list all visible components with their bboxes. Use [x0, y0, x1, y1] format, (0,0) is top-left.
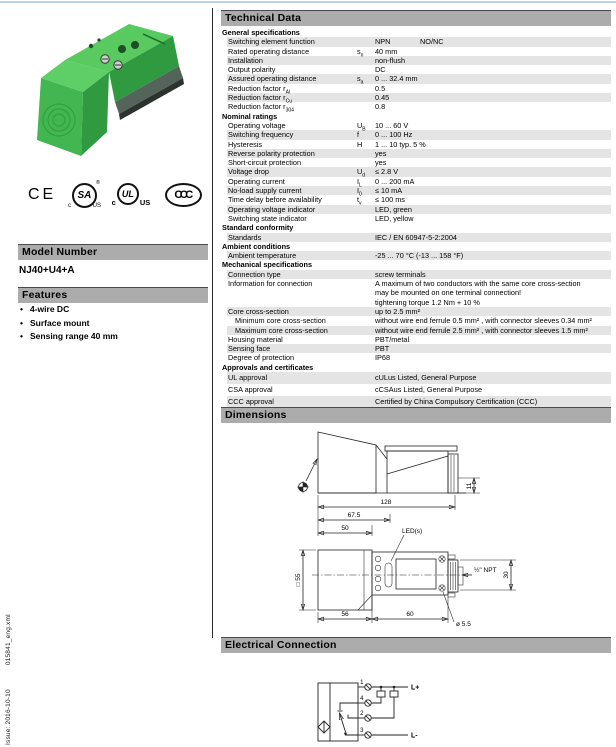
- spec-value: 40 mm: [375, 46, 398, 56]
- spec-label: Ambient temperature: [228, 251, 297, 261]
- spec-value: cCSAus Listed, General Purpose: [375, 385, 483, 395]
- sensor-symbol-box: [318, 683, 358, 741]
- csa-mark-icon: [67, 180, 101, 209]
- svg-text:11: 11: [466, 482, 473, 490]
- spec-row: [227, 205, 611, 214]
- spec-value: without wire end ferrule 0.5 mm² , with connector sleeves 0.34 mm²: [375, 316, 592, 326]
- spec-value: PBT/metal: [375, 334, 410, 344]
- spec-label: Standards: [228, 232, 262, 242]
- ul-letters: UL: [117, 183, 139, 205]
- spec-symbol: $U_B$: [357, 120, 366, 133]
- spec-row: [227, 83, 611, 96]
- technical-data-header: Technical Data: [221, 10, 611, 26]
- spec-row: [227, 167, 611, 179]
- svg-text:128: 128: [380, 499, 392, 506]
- spec-label: Voltage drop: [228, 167, 269, 177]
- spec-label: Reduction factor $r_{Cu}$: [228, 93, 292, 105]
- spec-symbol: [357, 335, 375, 344]
- spec-section-title: Nominal ratings: [222, 111, 278, 121]
- spec-symbol: [357, 251, 375, 260]
- svg-text:LED(s): LED(s): [402, 528, 423, 535]
- spec-row: [227, 372, 611, 384]
- spec-row: [227, 56, 611, 65]
- spec-row: [227, 353, 611, 362]
- spec-symbol: [357, 56, 375, 65]
- spec-section-title: Approvals and certificates: [222, 362, 314, 372]
- top-view: [295, 550, 516, 628]
- spec-label: UL approval: [228, 372, 268, 382]
- svg-text:½" NPT: ½" NPT: [474, 567, 497, 574]
- spec-row: [227, 335, 611, 344]
- spec-symbol: $I_0$: [357, 186, 362, 198]
- spec-symbol: [357, 65, 375, 74]
- spec-value: 0 ... 200 mA: [375, 176, 415, 186]
- spec-row: [227, 195, 611, 207]
- spec-symbol: [357, 93, 375, 102]
- spec-label: Operating voltage: [228, 120, 286, 130]
- model-number: NJ40+U4+A: [19, 265, 75, 276]
- spec-value: -25 ... 70 °C (-13 ... 158 °F): [375, 251, 464, 261]
- spec-label: Short-circuit protection: [228, 158, 301, 168]
- spec-label: Installation: [228, 55, 263, 65]
- ul-c: c: [111, 198, 116, 207]
- spec-symbol: [357, 37, 375, 46]
- svg-text:L+: L+: [411, 684, 420, 692]
- spec-label: Switching frequency: [228, 130, 294, 140]
- spec-label: Connection type: [228, 269, 281, 279]
- ul-us: US: [139, 198, 151, 207]
- spec-label: Reduction factor $r_{304}$: [228, 102, 294, 114]
- wiring: [371, 685, 419, 740]
- spec-row: [227, 344, 611, 353]
- switch-symbol: [338, 703, 359, 735]
- spec-symbol: $t_v$: [357, 195, 362, 207]
- spec-value: LED, yellow: [375, 213, 414, 223]
- spec-section-title: Ambient conditions: [222, 241, 291, 251]
- spec-symbol: H: [357, 139, 363, 149]
- spec-symbol: [357, 233, 375, 242]
- spec-symbol: $s_n$: [357, 46, 364, 59]
- feature-item: • Sensing range 40 mm: [20, 331, 118, 341]
- spec-symbol: [357, 158, 375, 167]
- svg-text:67.5: 67.5: [347, 512, 361, 519]
- spec-label: Switching state indicator: [228, 213, 307, 223]
- spec-value: 1 ... 10 typ. 5 %: [375, 139, 426, 149]
- spec-value: 0.5: [375, 83, 386, 93]
- spec-value: cULus Listed, General Purpose: [375, 372, 477, 382]
- svg-text:60: 60: [406, 611, 414, 618]
- spec-row: [227, 130, 611, 139]
- spec-value: A maximum of two conductors with the same core cross-section may be mounted on one terminal connection! tightening torque 1.2 Nm + 10 %: [375, 279, 581, 307]
- spec-row: [227, 214, 611, 223]
- spec-row: [227, 176, 611, 189]
- spec-value: 0.8: [375, 102, 386, 112]
- spec-value: yes: [375, 148, 387, 158]
- spec-value: yes: [375, 158, 387, 168]
- spec-symbol: [357, 279, 375, 307]
- spec-label: Sensing face: [228, 344, 271, 354]
- spec-symbol: $I_L$: [357, 176, 362, 189]
- column-divider: [212, 8, 213, 638]
- spec-label: Reduction factor $r_{Al}$: [228, 83, 291, 96]
- spec-symbol: [357, 270, 375, 279]
- spec-value: non-flush: [375, 55, 406, 65]
- spec-label: Operating voltage indicator: [228, 204, 316, 214]
- spec-value: DC: [375, 65, 386, 75]
- svg-text:1: 1: [360, 680, 364, 686]
- spec-row: [227, 384, 611, 396]
- spec-row: [227, 326, 611, 335]
- ul-mark-icon: [112, 183, 151, 207]
- potentiometer-knob: [118, 45, 126, 53]
- spec-section-title: Standard conformity: [222, 223, 294, 233]
- spec-label: Degree of protection: [228, 353, 295, 363]
- svg-text:50: 50: [341, 525, 349, 532]
- certification-logos: [28, 179, 202, 211]
- spec-row: [227, 307, 611, 316]
- spec-value: IEC / EN 60947-5-2:2004: [375, 232, 457, 242]
- spec-value: NPN NO/NC: [375, 37, 444, 47]
- svg-text:4: 4: [360, 696, 364, 702]
- csa-us: US: [92, 203, 101, 209]
- spec-label: Time delay before availability: [228, 195, 322, 205]
- spec-symbol: [357, 214, 375, 223]
- spec-symbol: [357, 344, 375, 353]
- spec-value: ≤ 2.8 V: [375, 167, 399, 177]
- feature-item: • Surface mount: [20, 317, 90, 328]
- spec-label: Assured operating distance: [228, 74, 317, 84]
- spec-value: screw terminals: [375, 269, 426, 279]
- spec-label: Minimum core cross-section: [235, 316, 326, 326]
- spec-symbol: [357, 353, 375, 362]
- spec-row: [227, 120, 611, 133]
- spec-symbol: f: [357, 130, 360, 140]
- spec-row: [227, 93, 611, 105]
- spec-value: PBT: [375, 344, 390, 354]
- spec-label: Operating current: [228, 176, 285, 186]
- spec-symbol: [357, 84, 375, 93]
- spec-value: LED, green: [375, 204, 412, 214]
- svg-text:L-: L-: [411, 732, 418, 740]
- csa-c: c: [67, 203, 71, 209]
- svg-text:30: 30: [503, 571, 510, 579]
- spec-value: 0.45: [375, 93, 390, 103]
- electrical-header: Electrical Connection: [221, 637, 611, 653]
- spec-row: [227, 233, 611, 242]
- model-number-header: Model Number: [18, 244, 208, 260]
- svg-text:3: 3: [360, 728, 364, 734]
- svg-text:ø 5.5: ø 5.5: [456, 621, 471, 628]
- svg-text:□ 55: □ 55: [295, 573, 302, 587]
- side-view: [297, 432, 480, 493]
- spec-symbol: [357, 326, 375, 335]
- spec-value: up to 2.5 mm²: [375, 306, 421, 316]
- dimensions-drawing: [290, 426, 525, 636]
- mounting-hole: [97, 38, 100, 41]
- spec-label: Switching element function: [228, 37, 315, 47]
- features-header: Features: [18, 287, 208, 303]
- spec-section-title: General specifications: [222, 28, 300, 37]
- spec-label: CSA approval: [228, 385, 273, 395]
- spec-row: [227, 316, 611, 325]
- spec-symbol: $U_d$: [357, 167, 366, 179]
- spec-symbol: [357, 384, 375, 396]
- spec-label: Hysteresis: [228, 139, 263, 149]
- ce-mark-icon: CE: [28, 186, 57, 203]
- spec-row: [227, 140, 611, 149]
- spec-row: [227, 158, 611, 167]
- spec-label: Output polarity: [228, 65, 276, 75]
- spec-row: [227, 102, 611, 114]
- spec-value: 0 ... 100 Hz: [375, 130, 413, 140]
- spec-symbol: [357, 307, 375, 316]
- csa-registered: ®: [95, 180, 100, 186]
- spec-value: without wire end ferrule 2.5 mm² , with connector sleeves 1.5 mm²: [375, 325, 588, 335]
- spec-symbol: [357, 372, 375, 384]
- svg-text:56: 56: [341, 611, 349, 618]
- spec-value: 10 ... 60 V: [375, 120, 409, 130]
- issue-side-text: Issue: 2016-10-10 015841_eng.xml: [5, 614, 12, 745]
- spec-label: Maximum core cross-section: [235, 325, 328, 335]
- spec-label: Reverse polarity protection: [228, 148, 315, 158]
- spec-row: [227, 279, 611, 307]
- dimensions-header: Dimensions: [221, 407, 611, 423]
- spec-label: Rated operating distance: [228, 46, 310, 56]
- spec-row: [227, 251, 611, 260]
- product-photo: [25, 4, 195, 170]
- spec-row: [227, 149, 611, 158]
- spec-section-title: Mechanical specifications: [222, 260, 313, 270]
- spec-row: [227, 37, 611, 46]
- csa-letters: SA: [72, 183, 97, 208]
- spec-symbol: [357, 149, 375, 158]
- spec-symbol: [357, 205, 375, 214]
- electrical-diagram: [308, 670, 438, 747]
- spec-value: ≤ 10 mA: [375, 186, 403, 196]
- terminals: [358, 680, 371, 738]
- potentiometer-knob: [131, 41, 139, 49]
- spec-label: Housing material: [228, 334, 283, 344]
- spec-label: CCC approval: [228, 397, 274, 407]
- spec-label: Core cross-section: [228, 306, 289, 316]
- spec-table: [221, 28, 611, 409]
- length-dimensions: [318, 495, 455, 561]
- spec-symbol: [357, 316, 375, 325]
- spec-row: [227, 270, 611, 279]
- spec-value: ≤ 100 ms: [375, 195, 405, 205]
- spec-label: No-load supply current: [228, 186, 302, 196]
- ccc-mark-icon: CCC: [165, 183, 202, 207]
- spec-symbol: $s_a$: [357, 74, 364, 86]
- spec-row: [227, 74, 611, 86]
- svg-text:2: 2: [360, 711, 364, 717]
- page-top-accent: [0, 1, 616, 3]
- spec-value: 0 ... 32.4 mm: [375, 74, 418, 84]
- spec-row: [227, 186, 611, 198]
- spec-row: [227, 46, 611, 59]
- spec-symbol: [357, 102, 375, 111]
- mounting-hole: [89, 44, 93, 48]
- features-list: [20, 303, 118, 344]
- spec-label: Information for connection: [228, 279, 313, 289]
- spec-value: IP68: [375, 353, 391, 363]
- feature-item: • 4-wire DC: [20, 304, 70, 314]
- spec-value: Certified by China Compulsory Certification (CCC): [375, 397, 538, 407]
- spec-row: [227, 65, 611, 74]
